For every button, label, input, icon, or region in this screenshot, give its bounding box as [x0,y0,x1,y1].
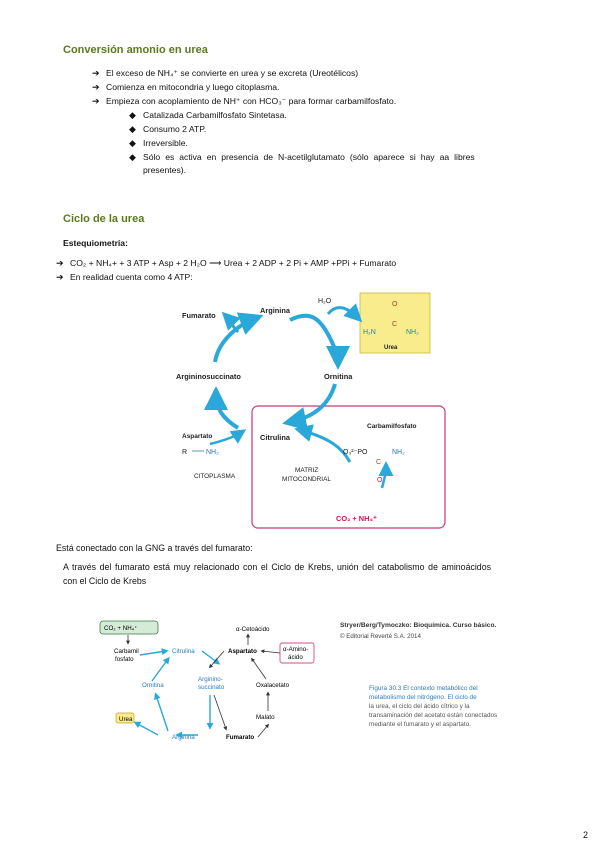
atp-note-line: ➔ En realidad cuenta como 4 ATP: [56,272,193,282]
fig2-urea: Urea [119,716,133,723]
arrow-ornitina-citrulina [290,384,335,422]
fig2-fumarato: Fumarato [226,734,255,741]
figure-caption: Figura 30.3 El contexto metabólico del metabolismo del nitrógeno. El ciclo de la urea, el ciclo del ácido cítrico y la transaminación del acetato están conectados mediante el fumarato y el aspartato. [369,685,498,728]
bullet-line: ➔ Comienza en mitocondria y luego citoplasma. [92,82,280,92]
label-aspartato: Aspartato [182,433,213,440]
cp-nh2: NH₂ [392,449,405,456]
cp-o: O [377,477,383,484]
arrow-inputs-carbamilfosfato [382,466,386,488]
paragraph-krebs-line2: con el Ciclo de Krebs [63,576,147,586]
paragraph-krebs-line1: A través del fumarato está muy relacionado con el Ciclo de Krebs, unión del catabolismo de aminoácidos [63,562,491,572]
urea-o: O [392,301,398,308]
arrow-arginina-ornitina [290,316,338,362]
arrow-to-fumarato [226,316,238,332]
arrow-to-urea [328,308,358,318]
figure-source-publisher: © Editorial Reverté S.A. 2014 [340,633,421,640]
krebs-connection-diagram [98,615,328,745]
fig2-inputs: CO₂ + NH₄⁺ [104,625,138,632]
label-arginina: Arginina [260,306,290,315]
urea-nh2-right: NH₂ [406,329,419,336]
label-citrulina: Citrulina [260,433,290,442]
label-carbamilfosfato: Carbamilfosfato [367,423,417,430]
label-h2o: H₂O [318,298,332,305]
arrow-carbamilfosfato-in [300,430,350,462]
fig2-malato: Malato [256,714,275,721]
fig2-aminoacido-2: ácido [288,654,303,661]
aspartato-r: R [182,449,188,456]
label-ornitina: Ornitina [324,372,353,381]
arrow-icon: ➔ [92,82,100,92]
fig2-argininosuccinato: Arginino- [198,676,223,683]
fig2-oxalacetato: Oxalacetato [256,682,290,689]
section-title-conversion: Conversión amonio en urea [63,44,208,56]
sub-bullet: ◆ Consumo 2 ATP. [129,124,207,134]
subtitle-estequiometria: Estequiometría: [63,238,128,248]
arrow-icon: ➔ [92,96,100,106]
urea-c: C [392,321,398,328]
label-fumarato: Fumarato [182,311,216,320]
arrow-icon: ➔ [56,258,64,268]
diamond-bullet-icon: ◆ [129,152,136,162]
label-matriz: MATRIZ [295,467,319,474]
diamond-bullet-icon: ◆ [129,110,136,120]
bullet-line: ➔ Empieza con acoplamiento de NH⁺ con HCO₃⁻ para formar carbamilfosfato. [92,96,397,106]
label-mitocondrial: MITOCONDRIAL [282,476,331,483]
cp-po: O₃²⁻PO [343,449,368,456]
cp-c: C [376,459,382,466]
arrow-icon: ➔ [92,68,100,78]
sub-bullet: ◆ Irreversible. [129,138,188,148]
label-inputs: CO₂ + NH₄⁺ [336,514,377,523]
label-citoplasma: CITOPLASMA [194,473,236,480]
arrow-icon: ➔ [56,272,64,282]
fig2-aspartato: Aspartato [228,648,257,655]
arrow-aspartato-in [210,432,242,444]
fig2-citrulina: Citrulina [172,648,195,655]
diamond-bullet-icon: ◆ [129,138,136,148]
sub-bullet-continuation: presentes). [143,165,186,175]
sub-bullet: ◆ Catalizada Carbamilfosfato Sintetasa. [129,110,287,120]
label-argininosuccinato: Argininosuccinato [176,372,241,381]
arrow-argininosuccinato-arginina [215,318,256,362]
urea-nh2-left: H₂N [363,329,376,336]
diamond-bullet-icon: ◆ [129,124,136,134]
fig2-arginina: Arginina [172,734,195,741]
figure-source-title: Stryer/Berg/Tymoczko: Bioquímica. Curso básico. [340,622,497,629]
fig2-cetoacido: α-Cetoácido [236,626,270,633]
fig2-argininosuccinato-2: succinato [198,684,225,691]
page-number: 2 [583,830,589,840]
fig2-carbamil: Carbamil [114,648,139,655]
aspartato-nh2: NH₂ [206,449,219,456]
fig2-ornitina: Ornitina [142,682,164,689]
bullet-line: ➔ El exceso de NH₄⁺ se convierte en urea y se excreta (Ureotélicos) [92,68,359,78]
fig2-fosfato: fosfato [115,656,134,663]
sub-bullet: ◆ Sólo es activa en presencia de N-acetilglutamato (sólo aparece si hay aa libres [129,152,475,162]
equation-line: ➔ CO₂ + NH₄+ + 3 ATP + Asp + 2 H₂O ⟶ Urea + 2 ADP + 2 Pi + AMP +PPi + Fumarato [56,258,397,268]
urea-cycle-diagram [160,288,450,532]
fig2-aminoacido: α-Amino- [283,646,309,653]
paragraph-gng: Está conectado con la GNG a través del fumarato: [56,543,253,553]
label-urea: Urea [384,345,398,351]
arrow-citrulina-argininosuccinato [216,394,238,428]
section-title-ciclo-urea: Ciclo de la urea [63,213,145,225]
